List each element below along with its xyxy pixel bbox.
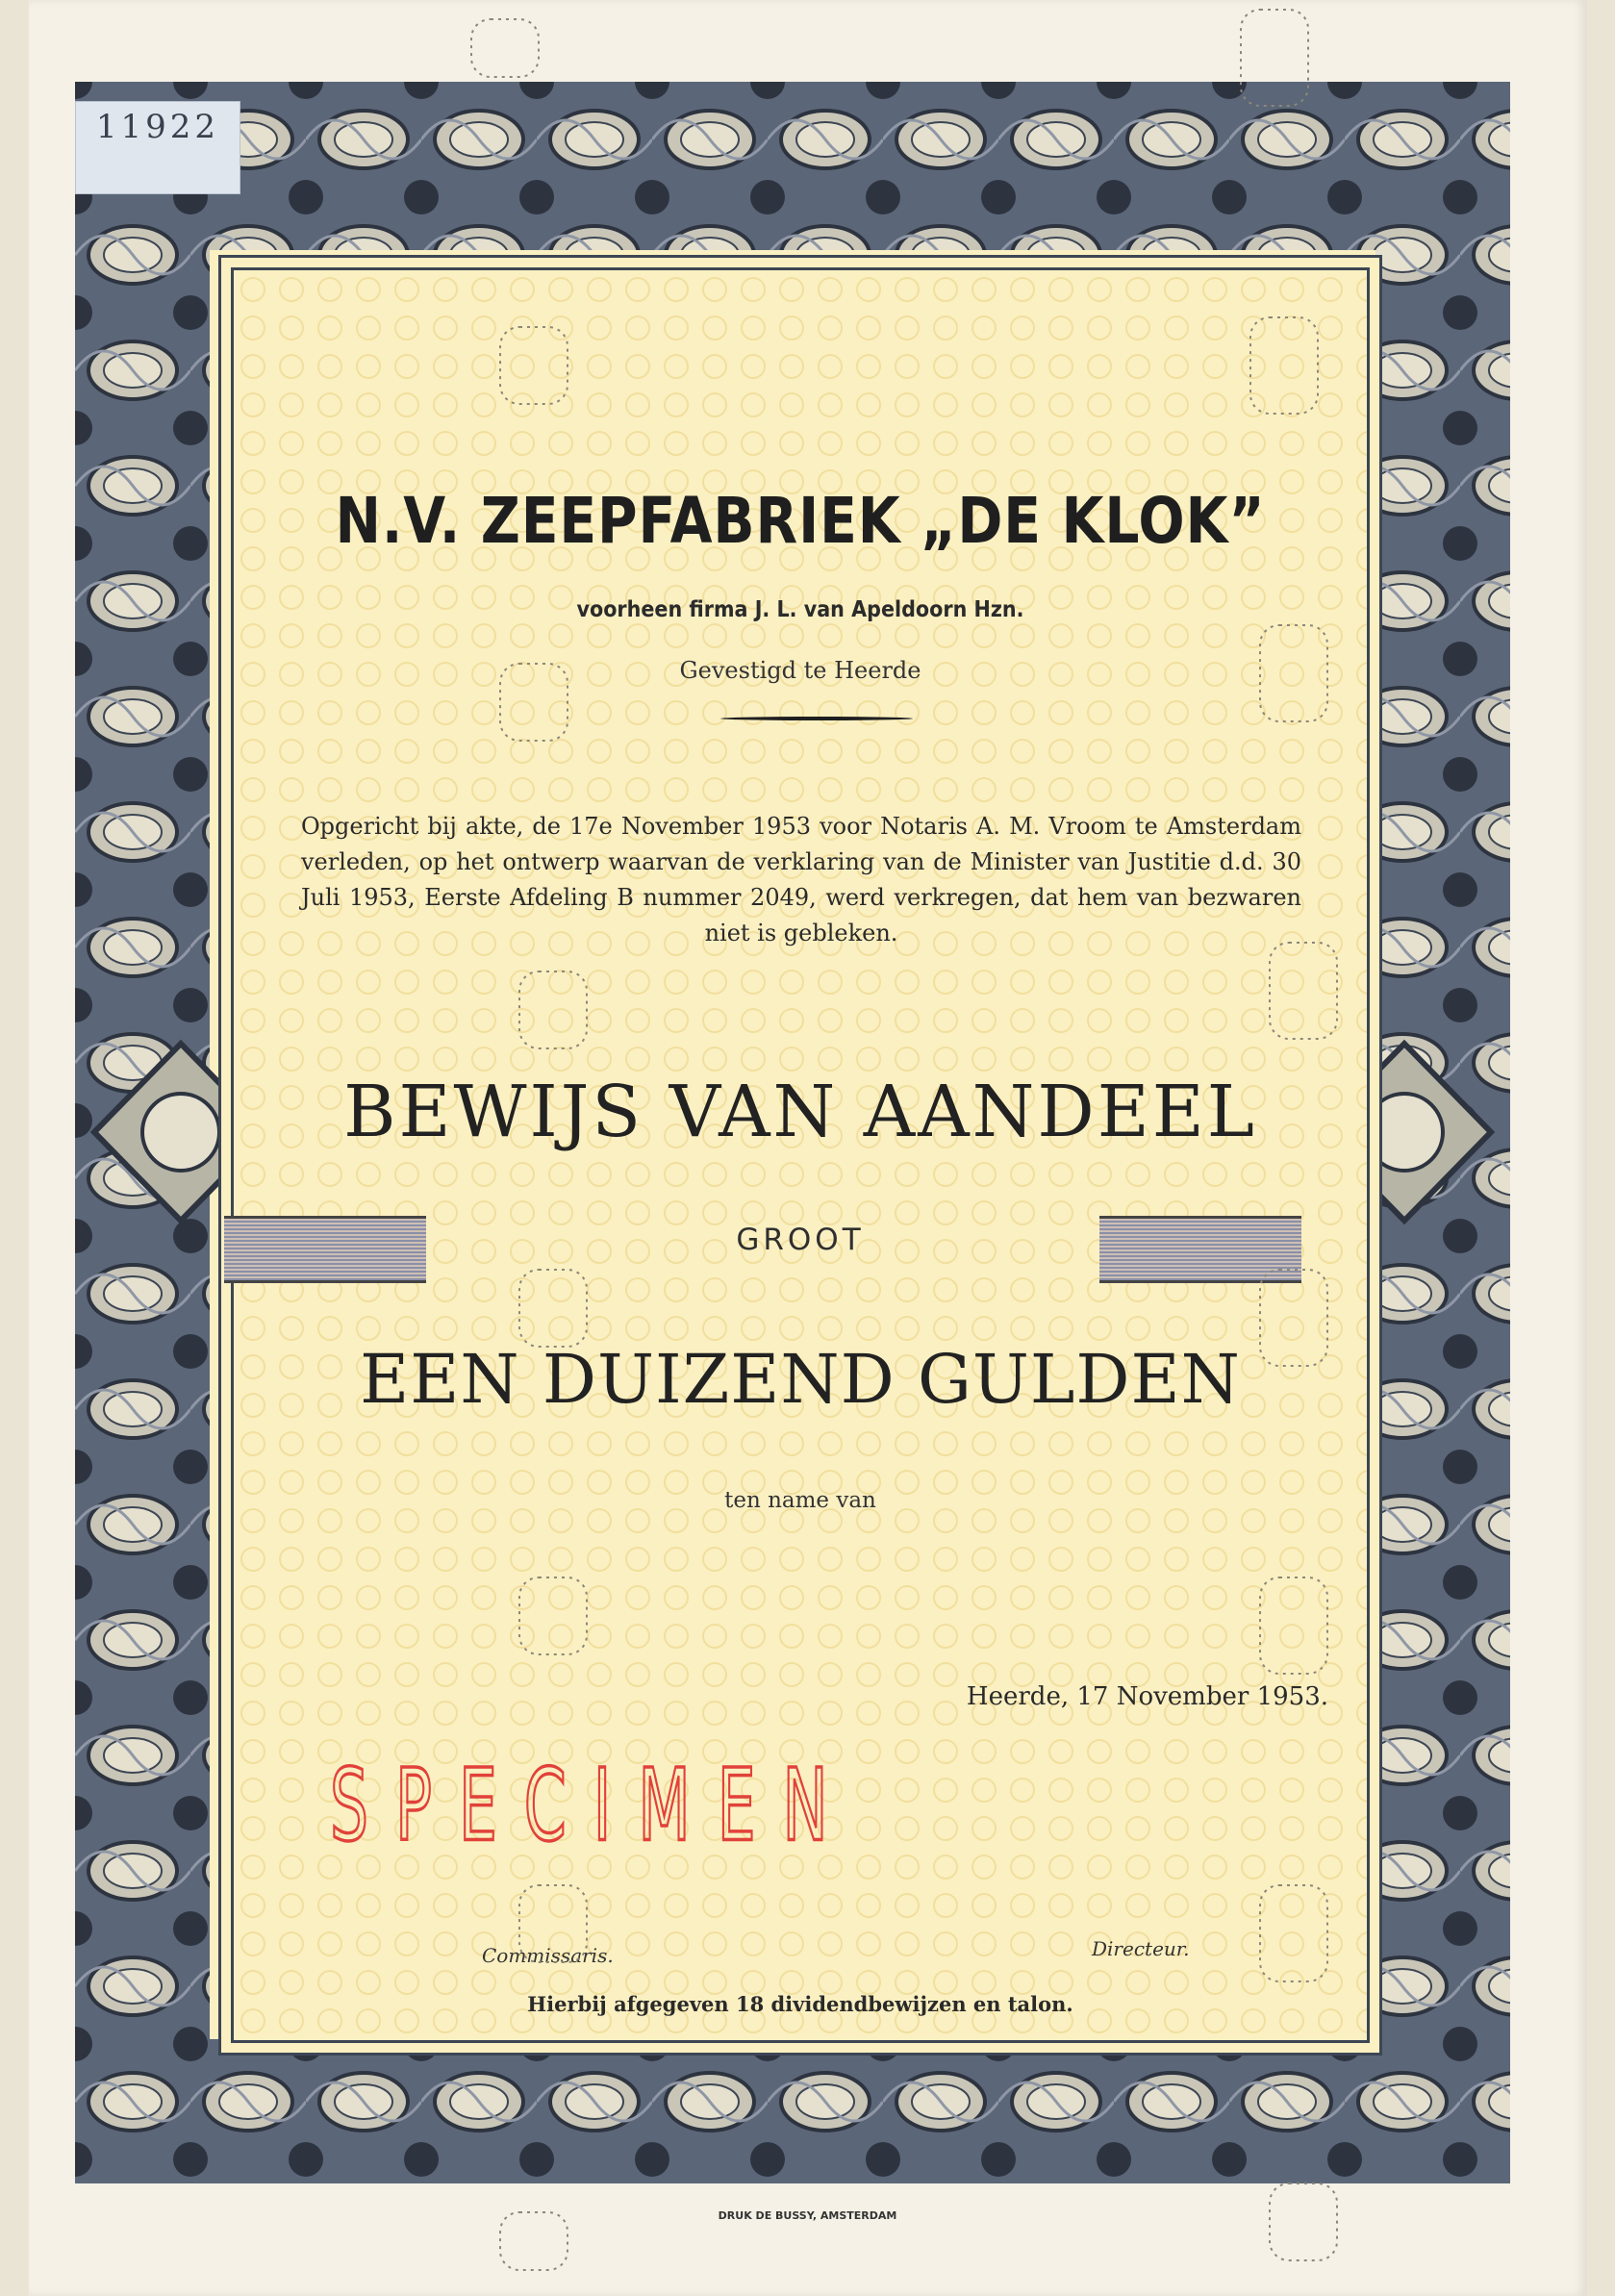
name-of-label: ten name van: [724, 1488, 876, 1513]
company-name: N.V. ZEEPFABRIEK „DE KLOK”: [335, 484, 1266, 558]
founding-statement: Opgericht bij akte, de 17e November 1953 voor Notaris A. M. Vroom te Amsterdam verleden, op het ontwerp waarvan de verklaring van de Minister van Justitie d.d. 30 Juli 1953, Eerste Afdeling B nummer 2049, werd verkregen, dat hem van bezwaren niet is gebleken.: [301, 813, 1301, 946]
place-and-date: Heerde, 17 November 1953.: [966, 1682, 1328, 1711]
amount-bar-right: [1099, 1216, 1301, 1283]
serial-number: 11922: [95, 108, 220, 146]
certificate-body: [231, 267, 1370, 2043]
groot-label: GROOT: [736, 1223, 865, 1257]
printer-imprint: DRUK DE BUSSY, AMSTERDAM: [718, 2209, 897, 2222]
registered-seat: Gevestigd te Heerde: [679, 657, 921, 684]
document-title: BEWIJS VAN AANDEEL: [343, 1071, 1257, 1153]
specimen-stamp: SPECIMEN: [330, 1748, 855, 1864]
coupons-note: Hierbij afgegeven 18 dividendbewijzen en talon.: [527, 1992, 1073, 2016]
title-divider: [720, 717, 913, 720]
commissaris-signature-label: Commissaris.: [482, 1944, 614, 1967]
former-firm-line: voorheen firma J. L. van Apeldoorn Hzn.: [576, 597, 1024, 622]
share-amount: EEN DUIZEND GULDEN: [360, 1340, 1241, 1419]
directeur-signature-label: Directeur.: [1092, 1937, 1190, 1960]
